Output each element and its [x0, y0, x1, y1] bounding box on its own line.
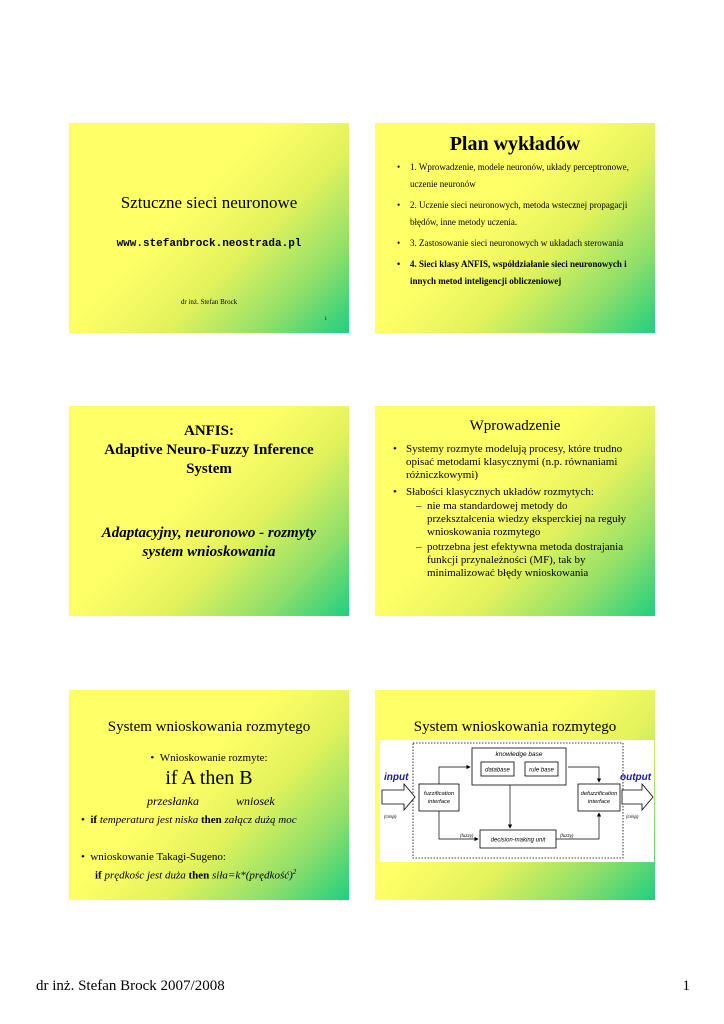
- database-label: database: [485, 767, 510, 774]
- fuzzification-label-2: interface: [427, 799, 451, 805]
- ts-kw-if: if: [95, 869, 102, 882]
- footer-author: dr inż. Stefan Brock 2007/2008: [36, 978, 225, 994]
- slide-6: [375, 690, 655, 900]
- slide-1-url: www.stefanbrock.neostrada.pl: [116, 238, 302, 250]
- decision-unit-label: decision-making unit: [490, 837, 546, 844]
- slide-3-title-line2: Adaptive Neuro-Fuzzy Inference System: [104, 442, 314, 477]
- slide-5-bullet-1: • Wnioskowanie rozmyte:: [150, 752, 268, 764]
- example-condition: temperatura jest niska: [99, 814, 199, 826]
- ts-action: siła=k*(prędkość): [212, 869, 293, 882]
- slide-4: [375, 406, 655, 616]
- ts-kw-then: then: [188, 869, 210, 882]
- intro-sub-1: – nie ma standardowej metody do przekształcenia wiedzy eksperckiej na reguły wnioskowania rozmytego: [416, 500, 638, 539]
- slide-1-title: Sztuczne sieci neuronowe: [120, 193, 298, 212]
- slide-6-title: System wnioskowania rozmytego: [413, 719, 617, 735]
- fuzzification-label-1: fuzzification: [423, 791, 455, 797]
- intro-list: [393, 443, 638, 580]
- slide-3: [69, 406, 349, 616]
- defuzzification-label-2: interface: [587, 799, 611, 805]
- crisp-out-label: (crisp): [626, 814, 639, 819]
- footer-page-number: 1: [682, 978, 690, 994]
- input-arrow: [382, 784, 415, 810]
- fuzzy-system-diagram: [380, 740, 654, 862]
- plan-item-2: • 2. Uczenie sieci neuronowych, metoda wstecznej propagacji błędów, inne metody uczenia.: [397, 197, 635, 231]
- conclusion-label: wniosek: [236, 794, 275, 808]
- input-label: input: [384, 772, 409, 783]
- slide-5-title: System wnioskowania rozmytego: [107, 719, 311, 735]
- slide-3-title: [87, 422, 331, 479]
- ts-exponent: 2: [292, 868, 297, 876]
- example-action: załącz dużą moc: [224, 814, 297, 826]
- fuzzy-left-label: (fuzzy): [460, 833, 474, 838]
- kw-if: if: [90, 814, 98, 826]
- slide-1-author: dr inż. Stefan Brock: [180, 298, 238, 306]
- intro-sublist: [416, 500, 638, 580]
- slide-3-title-line1: ANFIS:: [183, 423, 234, 439]
- premise-label: przesłanka: [147, 794, 199, 808]
- kw-then: then: [200, 814, 222, 826]
- intro-sub-2: – potrzebna jest efektywna metoda dostrajania funkcji przynależności (MF), tak by minimalizować błędy wnioskowania: [416, 541, 638, 580]
- plan-list: [397, 159, 635, 290]
- slide-2: [375, 123, 655, 333]
- plan-item-4: • 4. Sieci klasy ANFIS, współdziałanie sieci neuronowych i innych metod inteligencji obliczeniowej: [397, 256, 635, 290]
- output-label: output: [620, 772, 652, 783]
- intro-bullet-2: [393, 486, 638, 580]
- slide-5-bullet-3: • wnioskowanie Takagi-Sugeno: if prędkośc jest duża then siła=k*(prędkość)$^2$: [81, 851, 297, 882]
- slide-5: [69, 690, 349, 900]
- crisp-in-label: (crisp): [384, 814, 397, 819]
- defuzzification-box: [578, 784, 620, 811]
- ts-condition: prędkośc jest duża: [104, 869, 186, 882]
- output-arrow: [622, 784, 653, 810]
- diagram-svg: [380, 740, 654, 862]
- slide-1: [69, 123, 349, 333]
- intro-bullet-1: • Systemy rozmyte modelują procesy, które trudno opisać metodami klasycznymi (n.p. równaniami różniczkowymi): [393, 443, 638, 482]
- slide-4-title: Wprowadzenie: [469, 418, 561, 434]
- intro-bullet-2-text: Słabości klasycznych układów rozmytych:: [406, 486, 594, 498]
- fuzzy-inference-label: Wnioskowanie rozmyte:: [159, 752, 268, 764]
- plan-item-3: • 3. Zastosowanie sieci neuronowych w układach sterowania: [397, 235, 635, 252]
- takagi-sugeno-label: wnioskowanie Takagi-Sugeno:: [90, 851, 226, 863]
- slide-2-title: Plan wykładów: [449, 133, 581, 155]
- plan-item-1: • 1. Wprowadzenie, modele neuronów, układy perceptronowe, uczenie neuronów: [397, 159, 635, 193]
- knowledge-base-label: knowledge base: [495, 751, 543, 758]
- rule-base-label: rule base: [529, 767, 554, 774]
- fuzzification-box: [419, 784, 459, 811]
- fuzzy-right-label: (fuzzy): [560, 833, 574, 838]
- slide-5-example: • if temperatura jest niska then załącz dużą moc: [81, 814, 297, 826]
- defuzzification-label-1: defuzzification: [580, 791, 618, 797]
- rule-formula: if A then B: [165, 767, 253, 789]
- slide-3-subtitle: Adaptacyjny, neuronowo - rozmyty system wnioskowania: [101, 525, 317, 560]
- slide-1-number: 1: [324, 317, 327, 322]
